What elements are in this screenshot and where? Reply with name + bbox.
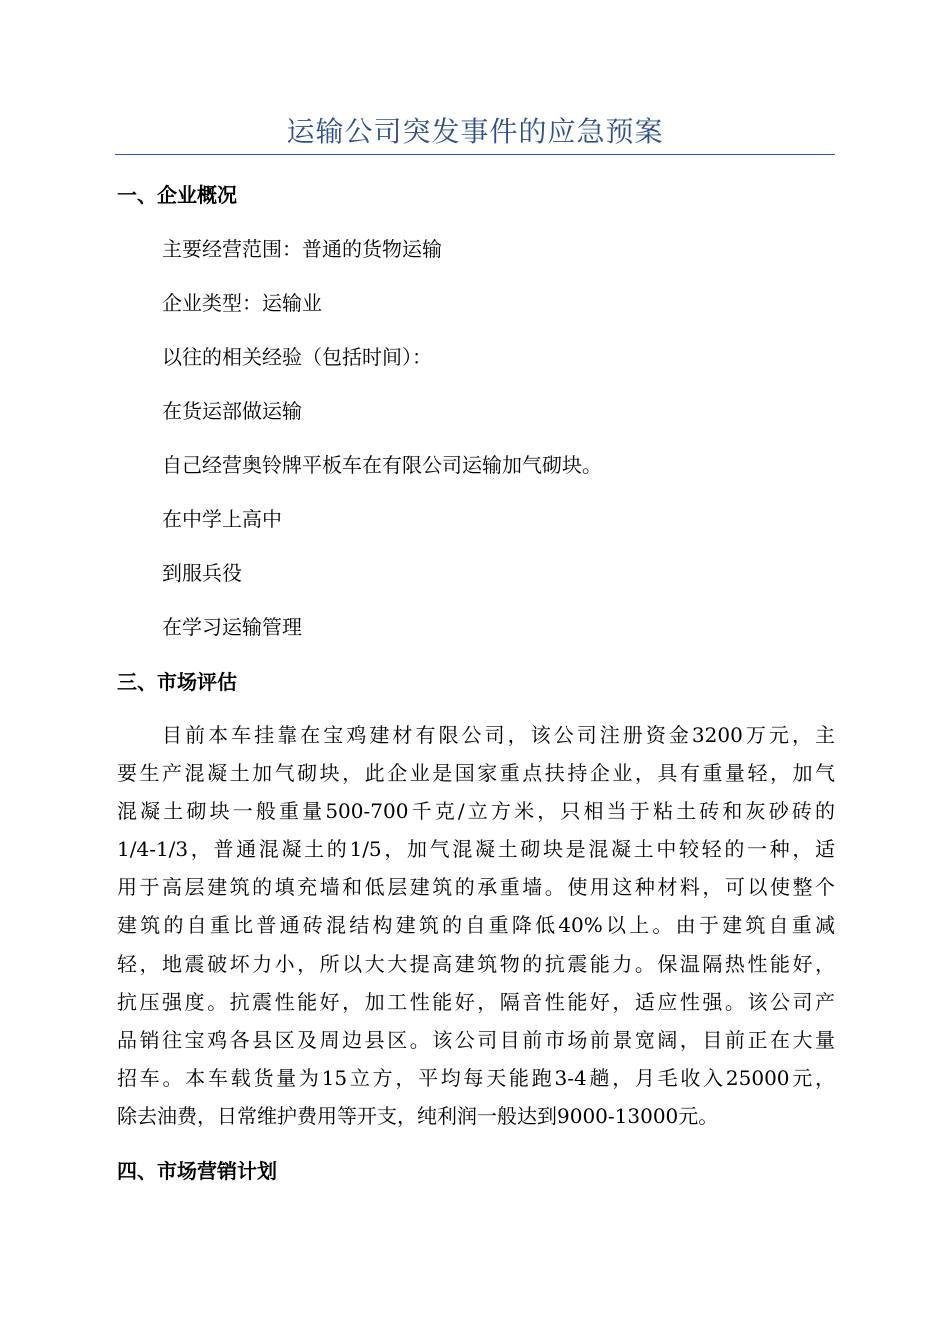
paragraph-line: 除去油费，日常维护费用等开支，纯利润一般达到9000-13000元。	[117, 1103, 719, 1128]
document-title: 运输公司突发事件的应急预案	[286, 115, 664, 148]
paragraph-line: 目前本车挂靠在宝鸡建材有限公司，该公司注册资金3200万元，主	[162, 723, 835, 747]
paragraph-line: 轻，地震破坏力小，所以大大提高建筑物的抗震能力。保温隔热性能好，	[117, 951, 835, 976]
overview-item: 在中学上高中	[162, 507, 282, 531]
paragraph-line: 建筑的自重比普通砖混结构建筑的自重降低40%以上。由于建筑自重减	[117, 913, 835, 938]
paragraph-line: 招车。本车载货量为15立方，平均每天能跑3-4趟，月毛收入25000元，	[117, 1065, 835, 1090]
section-heading-marketing-plan: 四、市场营销计划	[117, 1159, 277, 1183]
market-assessment-paragraph	[117, 720, 835, 1139]
section-heading-overview: 一、企业概况	[117, 183, 237, 207]
paragraph-line: 混凝土砌块一般重量500-700千克/立方米，只相当于粘土砖和灰砂砖的	[117, 799, 835, 824]
overview-item: 自己经营奥铃牌平板车在有限公司运输加气砌块。	[162, 453, 602, 477]
title-underline	[115, 154, 835, 155]
overview-item: 企业类型：运输业	[162, 291, 322, 315]
overview-item: 到服兵役	[162, 561, 242, 585]
overview-item: 在学习运输管理	[162, 615, 302, 639]
overview-item: 主要经营范围：普通的货物运输	[162, 237, 442, 261]
overview-item: 在货运部做运输	[162, 399, 302, 423]
paragraph-line: 要生产混凝土加气砌块，此企业是国家重点扶持企业，具有重量轻，加气	[117, 761, 835, 786]
section-heading-market-assessment: 三、市场评估	[117, 670, 237, 694]
paragraph-line: 抗压强度。抗震性能好，加工性能好，隔音性能好，适应性强。该公司产	[117, 989, 835, 1014]
paragraph-line: 用于高层建筑的填充墙和低层建筑的承重墙。使用这种材料，可以使整个	[117, 875, 835, 900]
paragraph-line: 品销往宝鸡各县区及周边县区。该公司目前市场前景宽阔，目前正在大量	[117, 1027, 835, 1052]
paragraph-line: 1/4-1/3，普通混凝土的1/5，加气混凝土砌块是混凝土中较轻的一种，适	[117, 837, 835, 862]
overview-item: 以往的相关经验（包括时间）：	[162, 345, 432, 369]
